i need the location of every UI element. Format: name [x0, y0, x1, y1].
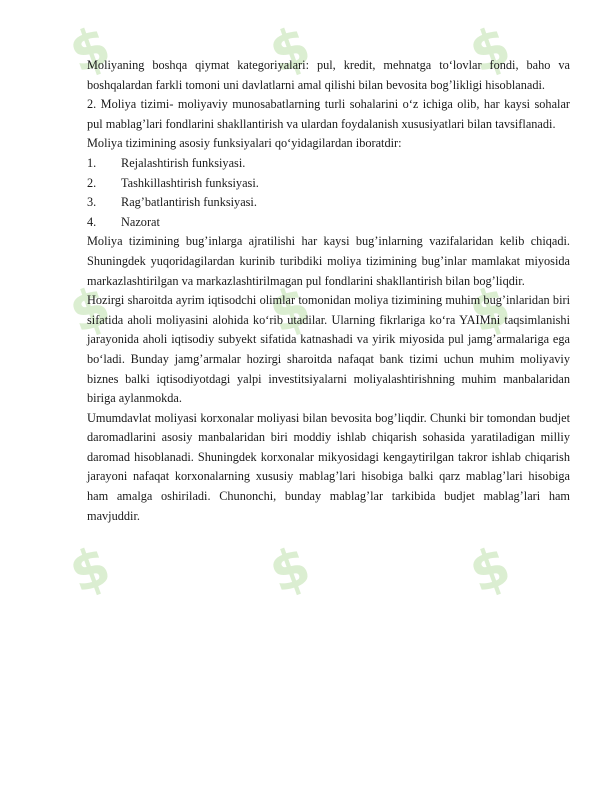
- dollar-sign-icon: $: [461, 13, 519, 86]
- list-item: [87, 154, 570, 174]
- paragraph: Moliya tizimining asosiy funksiyalari qo‘yidagilardan iboratdir:: [87, 136, 402, 151]
- dollar-sign-icon: $: [261, 533, 319, 606]
- paragraph: Umumdavlat moliyasi korxonalar moliyasi bilan bevosita bog’liqdir. Chunki bir tomondan budjet daromadlarini asosiy manbalaridan biri moddiy ishlab chiqarish sohasida yaratiladigan milliy daromad hisoblanadi. Shuningdek korxonalar mikyosidagi kengaytirilgan takror ishlab chiqarish jarayoni nafaqat korxonalarning xususiy mablag’lari hisobiga balki qarz mablag’lari hisobiga ham amalga oshiriladi. Chunonchi, bunday mablag’lar tarkibida budjet mablag’lari ham mavjuddir.: [87, 410, 570, 523]
- list-number: 3.: [87, 195, 97, 210]
- list-text: Rag’batlantirish funksiyasi.: [121, 195, 257, 210]
- dollar-sign-icon: $: [261, 273, 319, 346]
- list-item: [87, 174, 570, 194]
- dollar-sign-icon: $: [261, 13, 319, 86]
- list-text: Nazorat: [121, 214, 160, 229]
- paragraph: 2. Moliya tizimi- moliyaviy munosabatlarning turli sohalarini o‘z ichiga olib, har kaysi sohalar pul mablag’lari fondlarini shakllantirish va ulardan foydalanish xususiyatlari bilan tavsiflanadi.: [87, 97, 570, 131]
- list-item: [87, 193, 570, 213]
- dollar-sign-icon: $: [461, 273, 519, 346]
- paragraph: Moliya tizimining bug’inlarga ajratilishi har kaysi bug’inlarning vazifalaridan kelib chiqadi. Shuningdek yuqoridagilardan kurinib turibdiki moliya tizimining bug’inlar mamlakat miyosida markazlashtirilgan va markazlashtirilmagan pul fondlarini shakllantirish bilan bog’liqdir.: [87, 234, 570, 288]
- document-body: [87, 56, 570, 526]
- list-text: Tashkillashtirish funksiyasi.: [121, 175, 259, 190]
- list-item: [87, 213, 570, 233]
- dollar-sign-icon: $: [61, 533, 119, 606]
- list-number: 2.: [87, 175, 97, 190]
- paragraph: Hozirgi sharoitda ayrim iqtisodchi olimlar tomonidan moliya tizimining muhim bug’inlaridan biri sifatida aholi moliyasini alohida ko‘rib utadilar. Ularning fikrlariga ko‘ra YAIMni taqsimlanishi jarayonida aholi iqtisodiy subyekt sifatida katnashadi va yirik miyosida pul jamg’armalariga ega bo‘ladi. Bunday jamg’armalar hozirgi sharoitda nafaqat bank tizimi uchun muhim moliyaviy biznes balki iqtisodiyotdagi yalpi investitsiyalarni moliyalashtirishning muhim manbalaridan biriga aylanmokda.: [87, 293, 570, 406]
- list-number: 4.: [87, 214, 97, 229]
- paragraph: Moliyaning boshqa qiymat kategoriyalari: pul, kredit, mehnatga to‘lovlar fondi, baho va boshqalardan farkli tomoni uni davlatlarni amal qilishi bilan bevosita bog’likligi hisoblanadi.: [87, 58, 570, 92]
- dollar-sign-icon: $: [61, 13, 119, 86]
- dollar-sign-icon: $: [461, 533, 519, 606]
- list-text: Rejalashtirish funksiyasi.: [121, 155, 246, 170]
- dollar-sign-icon: $: [61, 273, 119, 346]
- list-number: 1.: [87, 155, 97, 170]
